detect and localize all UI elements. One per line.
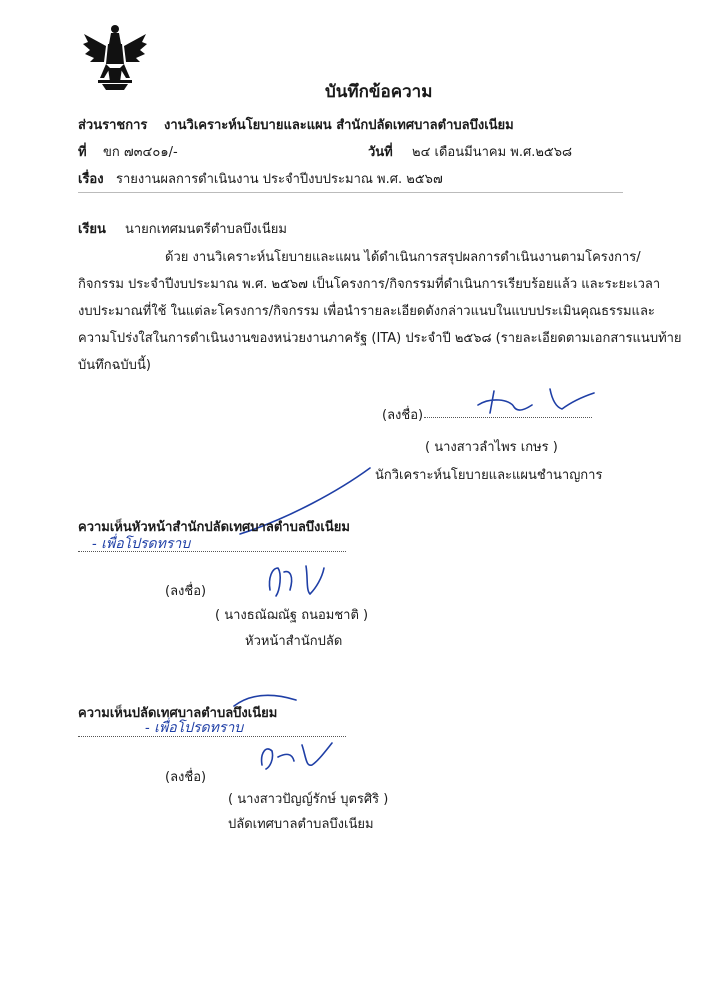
division-label: ส่วนราชการ: [78, 118, 148, 133]
body-line-2: กิจกรรม ประจำปีงบประมาณ พ.ศ. ๒๕๖๗ เป็นโครงการ/กิจกรรมที่ดำเนินการเรียบร้อยแล้ว และระยะเวลา: [78, 277, 661, 292]
head-opinion-note: - เพื่อโปรดทราบ: [92, 536, 191, 552]
date-value: ๒๔ เดือนมีนาคม พ.ศ.๒๕๖๘: [412, 145, 573, 160]
deputy-signer-position: ปลัดเทศบาลตำบลบึงเนียม: [228, 817, 374, 832]
head-opinion-line: [78, 537, 346, 552]
head-opinion-heading: ความเห็นหัวหน้าสำนักปลัดเทศบาลตำบลบึงเนียม: [78, 520, 350, 535]
head-signer-position: หัวหน้าสำนักปลัด: [245, 634, 343, 649]
signature-deputy: [252, 735, 342, 779]
signature-main: [470, 385, 600, 425]
garuda-emblem-icon: [80, 20, 150, 92]
reference-label: ที่: [78, 145, 87, 160]
body-line-3: งบประมาณที่ใช้ ในแต่ละโครงการ/กิจกรรม เพื่อนำรายละเอียดดังกล่าวแนบในแบบประเมินคุณธรรมและ: [78, 304, 655, 319]
deputy-opinion-note: - เพื่อโปรดทราบ: [145, 720, 244, 736]
signature-deputy-stroke: [230, 690, 300, 714]
header-divider: [78, 192, 623, 193]
deputy-sign-label: (ลงชื่อ): [165, 770, 207, 785]
subject-value: รายงานผลการดำเนินงาน ประจำปีงบประมาณ พ.ศ. ๒๕๖๗: [116, 172, 443, 187]
date-label: วันที่: [368, 145, 393, 160]
signature-head: [262, 560, 332, 604]
body-line-1: ด้วย งานวิเคราะห์นโยบายและแผน ได้ดำเนินการสรุปผลการดำเนินงานตามโครงการ/: [165, 250, 641, 265]
document-title: บันทึกข้อความ: [325, 82, 433, 102]
head-sign-label: (ลงชื่อ): [165, 584, 207, 599]
reference-value: ขก ๗๓๔๐๑/-: [103, 145, 178, 160]
salutation-label: เรียน: [78, 222, 106, 237]
division-value: งานวิเคราะห์นโยบายและแผน สำนักปลัดเทศบาลตำบลบึงเนียม: [164, 118, 514, 133]
body-line-4: ความโปร่งใสในการดำเนินงานของหน่วยงานภาครัฐ (ITA) ประจำปี ๒๕๖๘ (รายละเอียดตามเอกสารแนบท้าย: [78, 331, 682, 346]
main-signer-name: ( นางสาวลำไพร เกษร ): [425, 440, 558, 455]
deputy-opinion-heading: ความเห็นปลัดเทศบาลตำบลบึงเนียม: [78, 706, 278, 721]
salutation-value: นายกเทศมนตรีตำบลบึงเนียม: [125, 222, 287, 237]
main-signer-position: นักวิเคราะห์นโยบายและแผนชำนาญการ: [375, 468, 603, 483]
head-signer-name: ( นางธณัฌณัฐ ถนอมชาติ ): [215, 608, 369, 623]
main-sign-label: (ลงชื่อ): [382, 408, 424, 423]
body-line-5: บันทึกฉบับนี้): [78, 358, 151, 373]
subject-label: เรื่อง: [78, 172, 104, 187]
deputy-signer-name: ( นางสาวปัญญ์รักษ์ บุตรศิริ ): [228, 792, 389, 807]
